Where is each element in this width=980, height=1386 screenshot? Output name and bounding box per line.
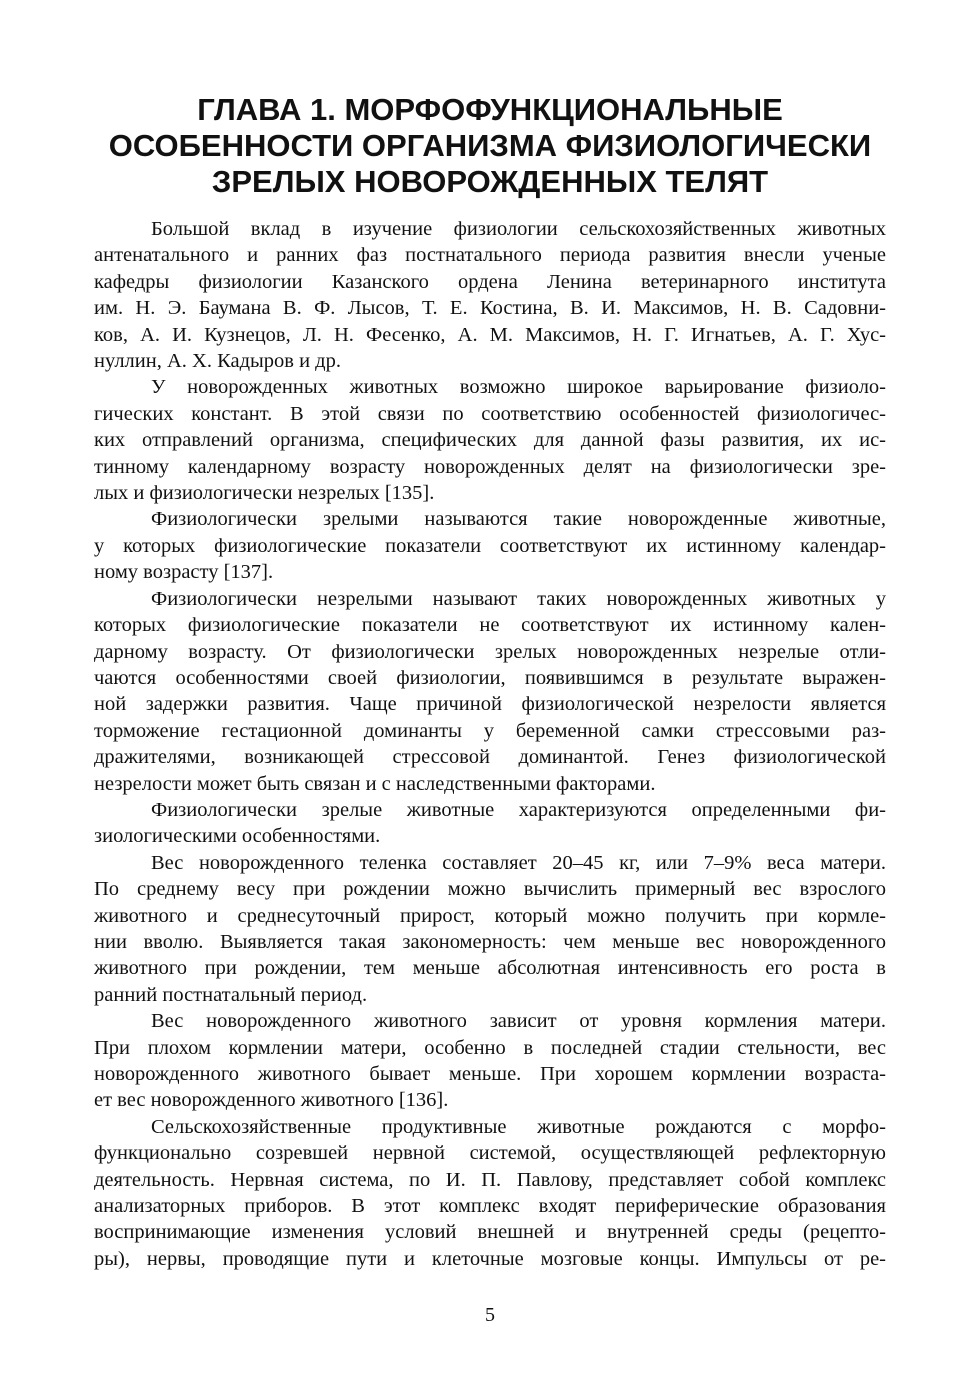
text-line: нии вволю. Выявляется такая закономерность: чем меньше вес новорожденного [94,930,886,953]
chapter-title-line: ЗРЕЛЫХ НОВОРОЖДЕННЫХ ТЕЛЯТ [211,164,769,199]
text-line: ры), нервы, проводящие пути и клеточные мозговые концы. Импульсы от ре- [94,1247,886,1270]
text-line: новорожденного животного бывает меньше. При хорошем кормлении возраста- [94,1063,886,1085]
text-line: гических констант. В этой связи по соответствию особенностей физиологичес- [94,402,886,425]
text-line: Большой вклад в изучение физиологии сельскохозяйственных животных [151,218,886,240]
paragraph [94,1114,886,1272]
text-line: торможение гестационной доминанты у беременной самки стрессовыми раз- [94,719,886,742]
text-line: чаются особенностями своей физиологии, появившимся в результате выражен- [94,666,886,689]
paragraph [94,216,886,374]
text-line: При плохом кормлении матери, особенно в последней стадии стельности, вес [94,1036,886,1059]
chapter-title [96,92,884,200]
chapter-title-line: ОСОБЕННОСТИ ОРГАНИЗМА ФИЗИОЛОГИЧЕСКИ [108,128,872,163]
text-line: Вес новорожденного теленка составляет 20–45 кг, или 7–9% веса матери. [151,851,886,874]
text-line: дарному возрасту. От физиологически зрелых новорожденных незрелые отли- [94,640,886,663]
text-line: животного и среднесуточный прирост, который можно получить при кормле- [94,904,886,927]
text-line: нуллин, А. Х. Кадыров и др. [94,350,341,373]
body-text [94,216,886,1272]
text-line: ких отправлений организма, специфических для данной фазы развития, их ис- [94,429,886,452]
paragraph [94,850,886,1008]
paragraph [94,374,886,506]
paragraph [94,586,886,797]
page-number: 5 [485,1304,495,1326]
text-line: ранний постнатальный период. [94,983,368,1006]
chapter-title-line: ГЛАВА 1. МОРФОФУНКЦИОНАЛЬНЫЕ [197,92,783,127]
paragraph [94,797,886,850]
text-line: У новорожденных животных возможно широкое варьирование физиоло- [151,376,886,399]
paragraph [94,1008,886,1114]
text-line: Сельскохозяйственные продуктивные животные рождаются с морфо- [151,1115,886,1138]
text-line: ному возрасту [137]. [94,561,274,584]
text-line: Физиологически зрелыми называются такие новорожденные животные, [151,508,886,531]
text-line: тинному календарному возрасту новорожденных делят на физиологически зре- [94,455,886,478]
text-line: деятельность. Нервная система, по И. П. Павлову, представляет собой комплекс [94,1168,886,1191]
text-line: ет вес новорожденного животного [136]. [94,1089,449,1112]
text-line: функционально созревшей нервной системой, осуществляющей рефлекторную [94,1142,886,1165]
text-line: Физиологически зрелые животные характеризуются определенными фи- [151,798,886,821]
text-line: незрелости может быть связан и с наследственными факторами. [94,772,656,795]
text-line: дражителями, возникающей стрессовой доминантой. Генез физиологической [94,746,886,769]
text-line: воспринимающие изменения условий внешней и внутренней среды (рецепто- [94,1221,886,1244]
text-line: им. Н. Э. Баумана В. Ф. Лысов, Т. Е. Костина, В. И. Максимов, Н. В. Садовни- [94,297,886,320]
paragraph [94,506,886,585]
text-line: антенатального и ранних фаз постнатального периода развития внесли ученые [94,244,886,267]
text-line: анализаторных приборов. В этот комплекс входят периферические образования [94,1195,886,1218]
text-line: которых физиологические показатели не соответствуют их истинному кален- [94,614,886,637]
text-line: ной задержки развития. Чаще причиной физиологической незрелости является [94,693,886,716]
text-line: у которых физиологические показатели соответствуют их истинному календар- [94,534,886,557]
text-line: ков, А. И. Кузнецов, Л. Н. Фесенко, А. М. Максимов, Н. Г. Игнатьев, А. Г. Хус- [94,323,886,346]
text-line: Физиологически незрелыми называют таких новорожденных животных у [151,587,886,610]
text-line: зиологическими особенностями. [94,825,381,848]
text-line: животного при рождении, тем меньше абсолютная интенсивность его роста в [94,957,886,980]
text-line: Вес новорожденного животного зависит от уровня кормления матери. [151,1010,886,1033]
text-line: кафедры физиологии Казанского ордена Ленина ветеринарного института [94,270,886,293]
text-line: По среднему весу при рождении можно вычислить примерный вес взрослого [94,878,886,901]
text-line: лых и физиологически незрелых [135]. [94,482,435,505]
